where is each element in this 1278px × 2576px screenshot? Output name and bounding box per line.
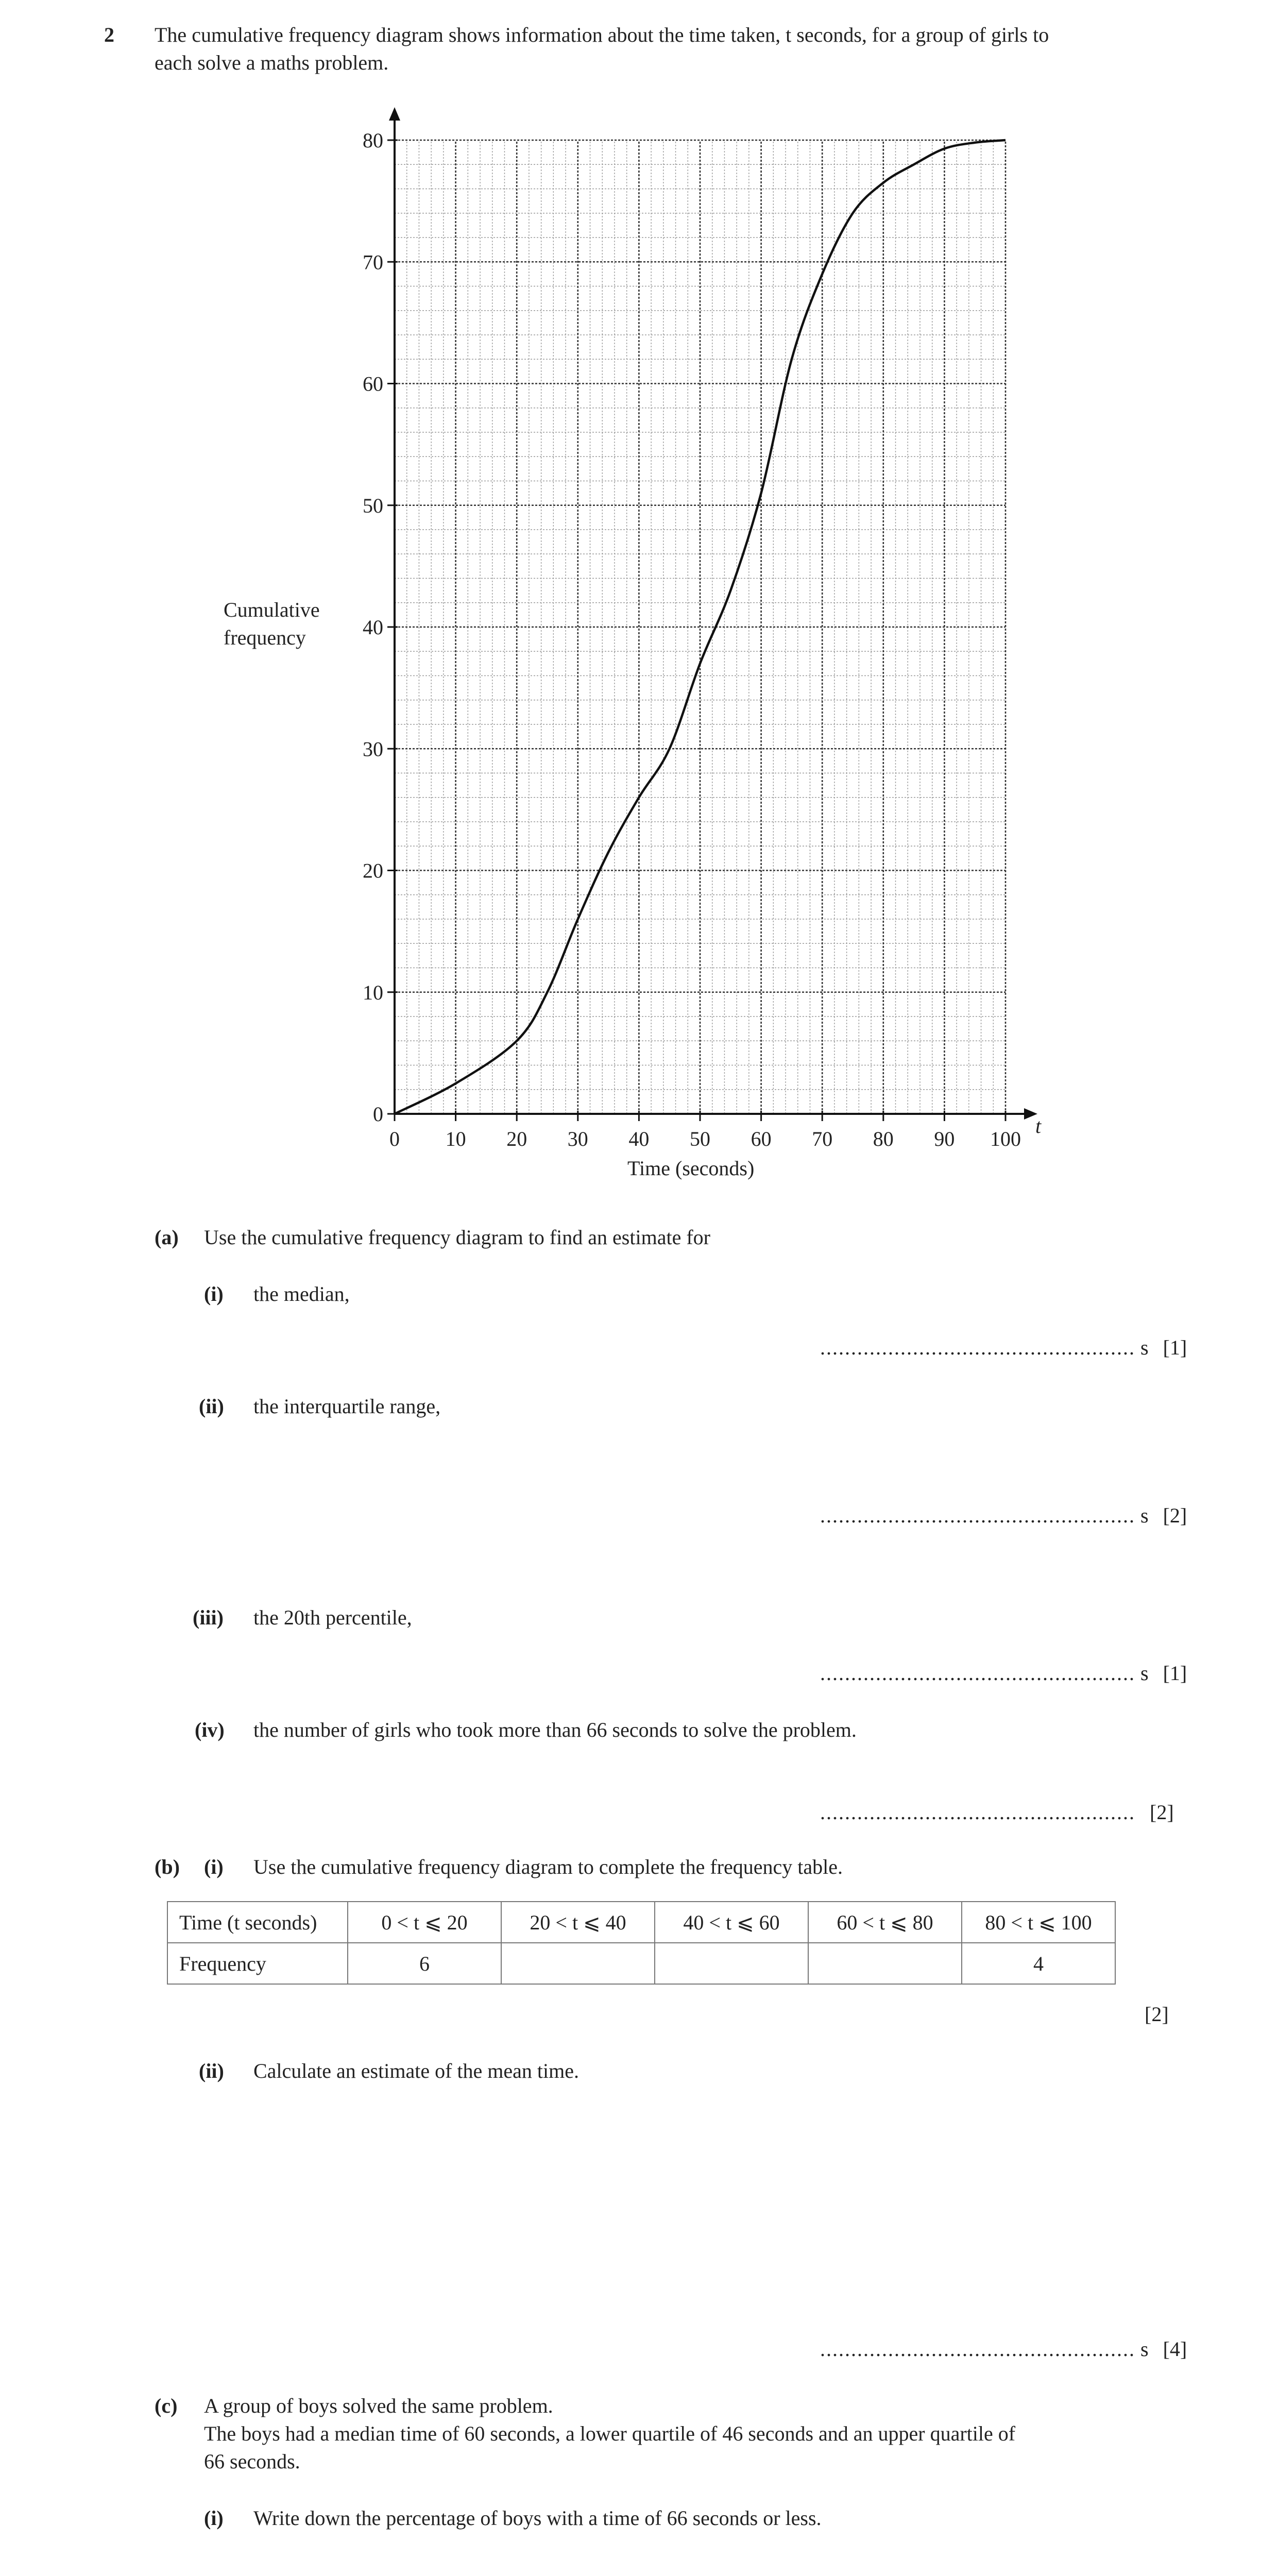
part-b-label: (b) [155, 1855, 180, 1878]
x-tick-label: 30 [567, 1127, 588, 1150]
part-c-line2: The boys had a median time of 60 seconds, a lower quartile of 46 seconds and an upper quartile of [204, 2422, 1016, 2445]
part-c-i-label: (i) [204, 2506, 224, 2530]
answer-line: ................................................... [820, 1504, 1135, 1527]
table-header-cell: 20 < t ⩽ 40 [501, 1902, 655, 1943]
y-tick-label: 80 [363, 129, 383, 152]
table-cell[interactable] [501, 1943, 655, 1984]
y-tick-label: 0 [373, 1103, 383, 1126]
x-tick-label: 90 [934, 1127, 955, 1150]
answer-a-iv[interactable] [820, 1800, 1174, 1824]
part-a-iv-label: (iv) [195, 1718, 225, 1741]
answer-line: ................................................... [820, 1336, 1135, 1359]
part-b-i-text: Use the cumulative frequency diagram to complete the frequency table. [253, 1855, 843, 1878]
x-tick-label: 80 [873, 1127, 894, 1150]
answer-a-ii[interactable] [820, 1503, 1187, 1528]
x-tick-label: 100 [990, 1127, 1021, 1150]
answer-b-ii[interactable] [820, 2337, 1187, 2361]
table-row-label: Frequency [167, 1943, 348, 1984]
y-tick-label: 10 [363, 980, 383, 1004]
answer-unit: s [1140, 1662, 1149, 1685]
part-a-i-text: the median, [253, 1282, 350, 1306]
y-axis-arrow-icon [389, 107, 400, 121]
x-tick-label: 50 [690, 1127, 710, 1150]
question-intro-line1: The cumulative frequency diagram shows information about the time taken, t seconds, for a group of girls to [155, 23, 1049, 46]
y-tick-label: 20 [363, 859, 383, 883]
answer-unit: s [1140, 1336, 1149, 1359]
marks: [1] [1163, 1336, 1187, 1359]
table-cell[interactable] [655, 1943, 808, 1984]
marks: [2] [1163, 1504, 1187, 1527]
answer-unit: s [1140, 2337, 1149, 2361]
x-tick-label: 40 [628, 1127, 650, 1150]
y-axis-label-line1: Cumulative [224, 598, 320, 621]
x-tick-label: 20 [506, 1127, 527, 1150]
y-tick-label: 50 [363, 494, 383, 517]
table-header-cell: 40 < t ⩽ 60 [655, 1902, 808, 1943]
part-a-iii-text: the 20th percentile, [253, 1606, 412, 1629]
part-b-ii-label: (ii) [199, 2059, 224, 2082]
table-cell[interactable]: 4 [962, 1943, 1115, 1984]
part-b-i-label: (i) [204, 1855, 224, 1878]
table-row-frequency [167, 1943, 1115, 1984]
x-tick-label: 0 [389, 1127, 400, 1150]
question-number: 2 [104, 23, 114, 46]
table-header-cell: 0 < t ⩽ 20 [348, 1902, 501, 1943]
part-a-label: (a) [155, 1226, 179, 1249]
question-intro-line2: each solve a maths problem. [155, 51, 389, 74]
marks: [4] [1163, 2337, 1187, 2361]
table-header-cell: 80 < t ⩽ 100 [962, 1902, 1115, 1943]
answer-line: ................................................... [820, 2337, 1135, 2361]
answer-line: ................................................... [820, 1801, 1135, 1824]
part-a-ii-text: the interquartile range, [253, 1395, 441, 1418]
table-header-time: Time (t seconds) [167, 1902, 348, 1943]
part-a-ii-label: (ii) [199, 1395, 224, 1418]
x-tick-label: 10 [445, 1127, 466, 1150]
x-axis-label: Time (seconds) [627, 1157, 755, 1180]
table-row-header [167, 1902, 1115, 1943]
part-c-line1: A group of boys solved the same problem. [204, 2394, 553, 2417]
table-header-cell: 60 < t ⩽ 80 [808, 1902, 962, 1943]
part-c-label: (c) [155, 2394, 178, 2417]
part-a-iii-label: (iii) [193, 1606, 224, 1629]
answer-a-i[interactable] [820, 1335, 1187, 1360]
x-tick-label: 70 [812, 1127, 833, 1150]
part-b-i-marks: [2] [1145, 2003, 1169, 2026]
cumulative-frequency-chart [0, 93, 1278, 1200]
x-tick-label: 60 [751, 1127, 772, 1150]
y-axis-label-line2: frequency [224, 626, 306, 649]
part-a-i-label: (i) [204, 1282, 224, 1306]
answer-a-iii[interactable] [820, 1661, 1187, 1685]
table-cell[interactable] [808, 1943, 962, 1984]
marks: [1] [1163, 1662, 1187, 1685]
part-a-text: Use the cumulative frequency diagram to find an estimate for [204, 1226, 710, 1249]
y-tick-label: 60 [363, 372, 383, 396]
table-cell[interactable]: 6 [348, 1943, 501, 1984]
x-axis-symbol: t [1035, 1114, 1042, 1138]
part-b-ii-text: Calculate an estimate of the mean time. [253, 2059, 579, 2082]
part-c-line3: 66 seconds. [204, 2450, 300, 2473]
answer-unit: s [1140, 1504, 1149, 1527]
y-tick-label: 40 [363, 616, 383, 639]
y-tick-label: 30 [363, 737, 383, 761]
marks: [2] [1150, 1801, 1174, 1824]
part-c-i-text: Write down the percentage of boys with a time of 66 seconds or less. [253, 2506, 822, 2530]
y-tick-label: 70 [363, 250, 383, 274]
part-a-iv-text: the number of girls who took more than 66 seconds to solve the problem. [253, 1718, 857, 1741]
answer-line: ................................................... [820, 1662, 1135, 1685]
frequency-table [167, 1901, 1116, 1985]
